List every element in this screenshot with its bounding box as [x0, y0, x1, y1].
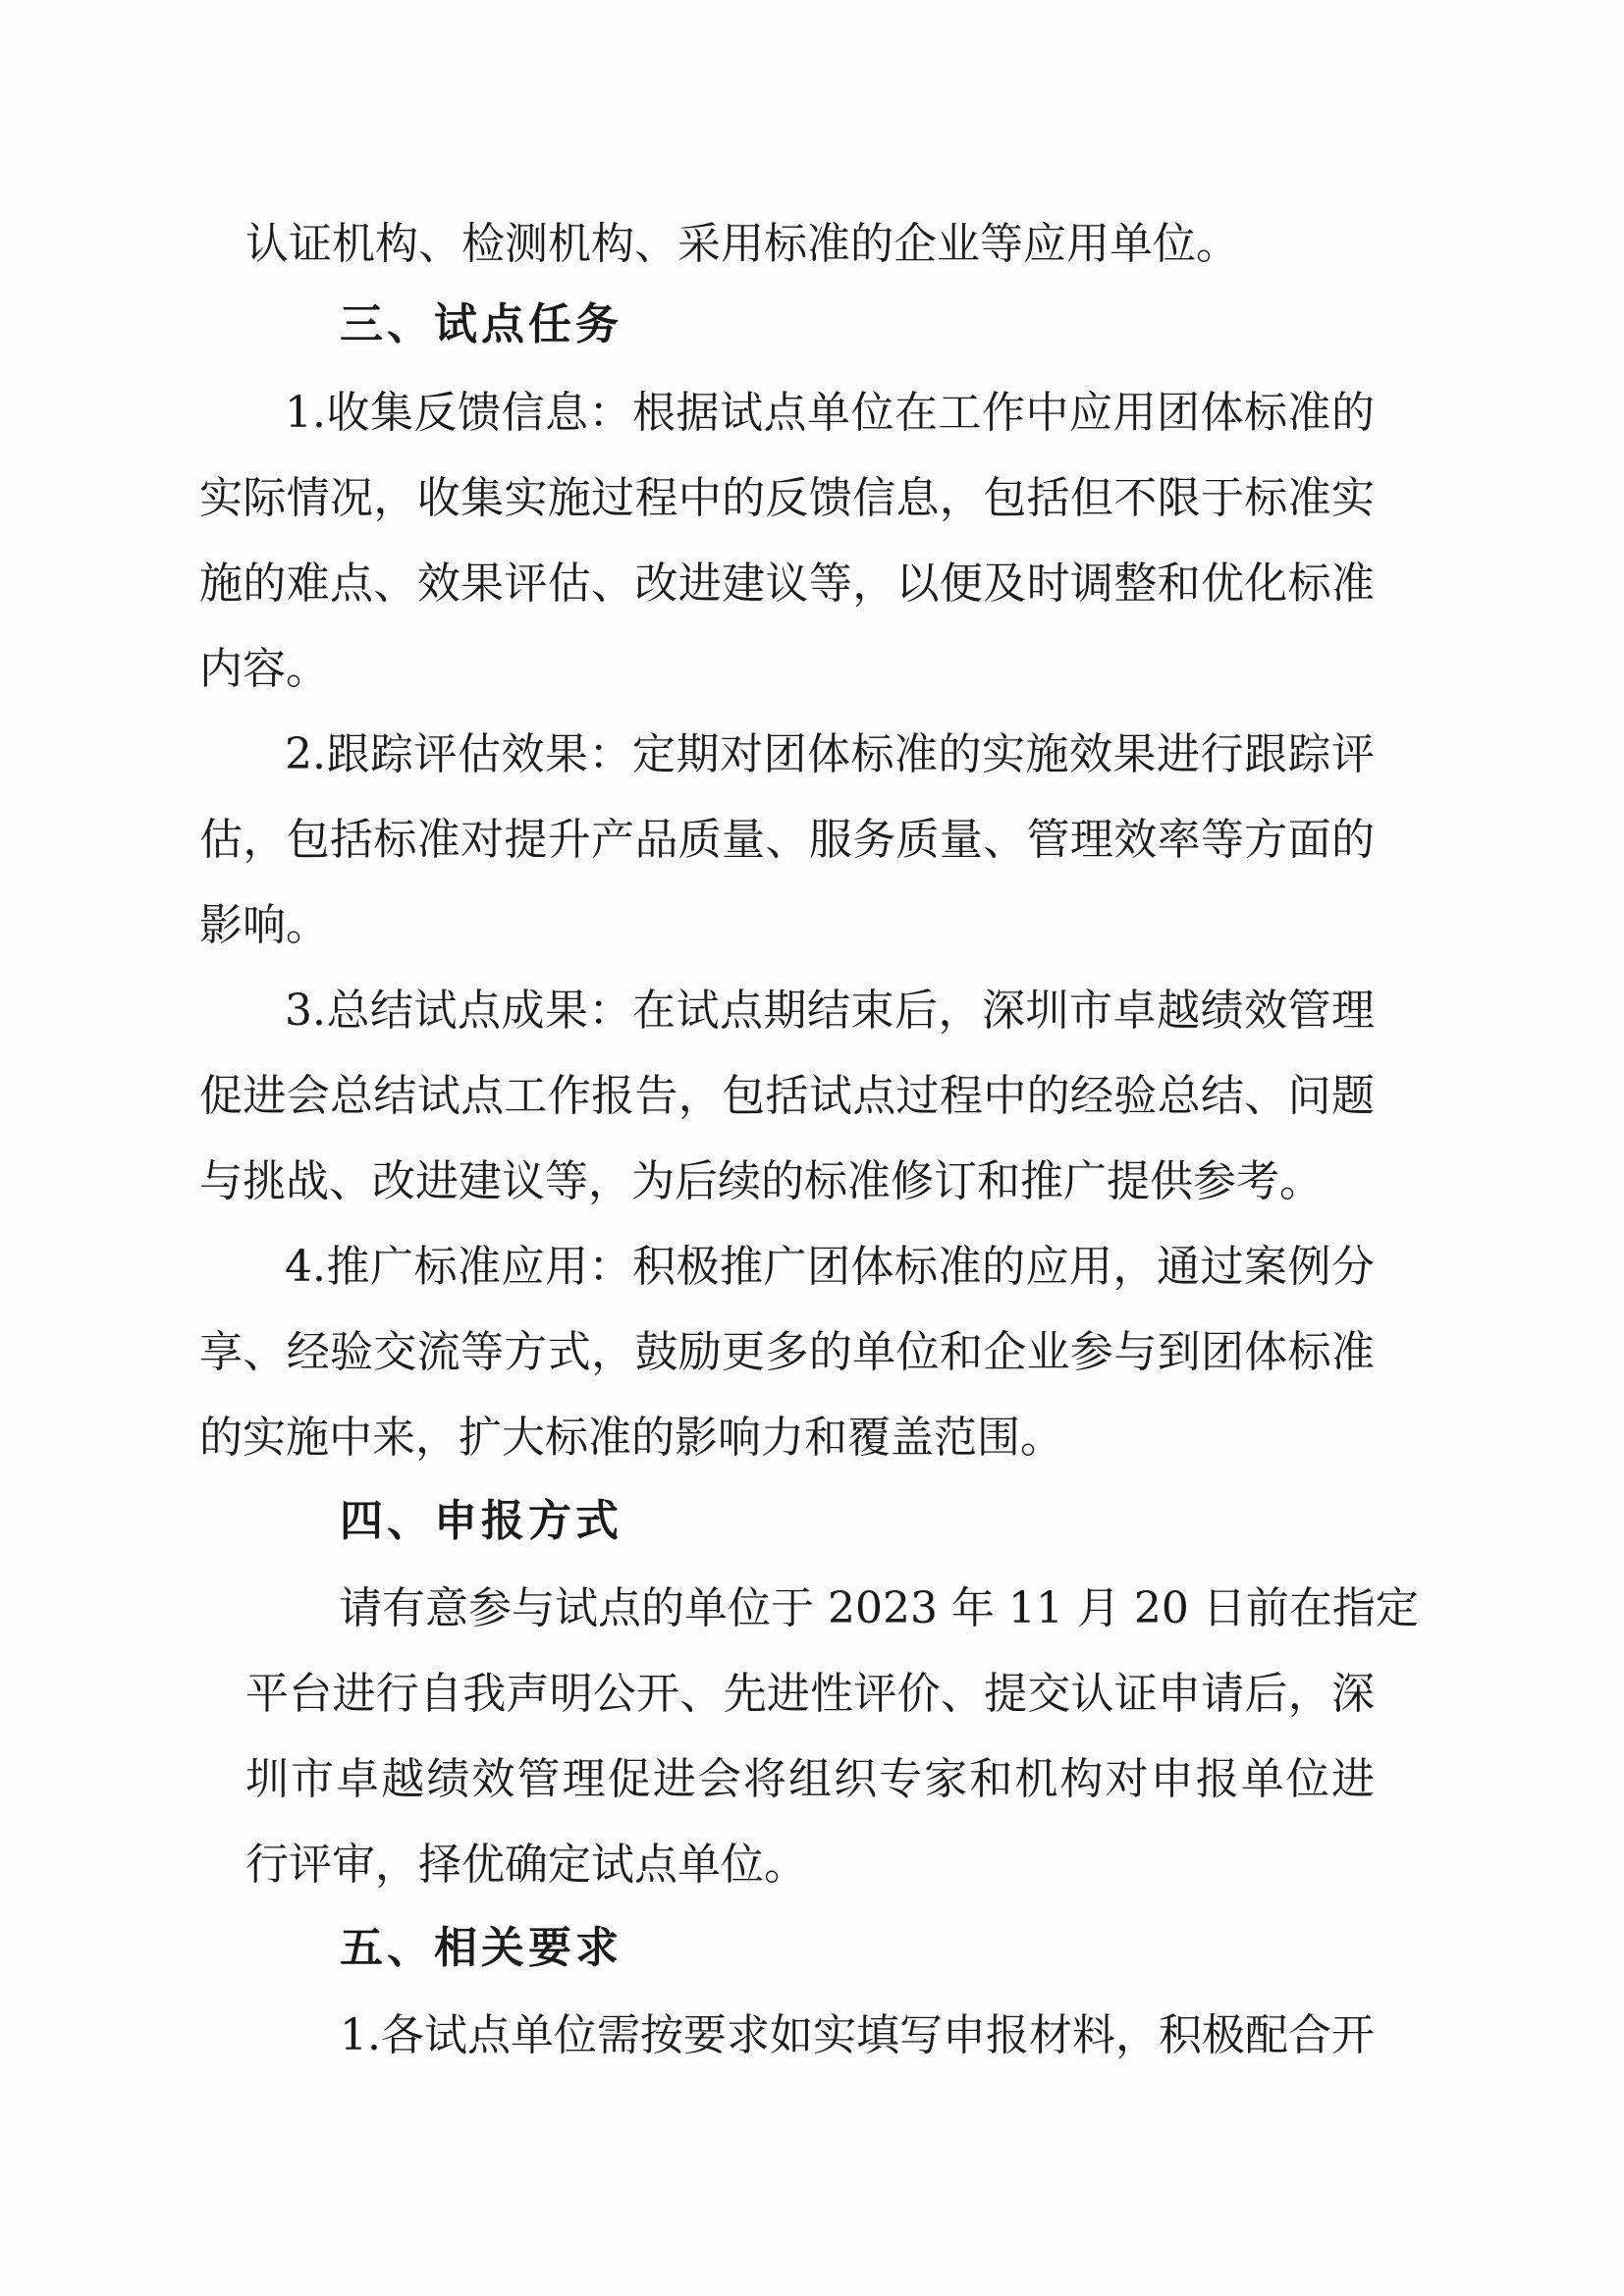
- text-line: 3.总结试点成果：在试点期结束后，深圳市卓越绩效管理: [285, 986, 1375, 1036]
- text-line: 与挑战、改进建议等，为后续的标准修订和推广提供参考。: [199, 1156, 1323, 1206]
- text-line: 平台进行自我声明公开、先进性评价、提交认证申请后，深: [245, 1669, 1375, 1719]
- text-line: 实际情况，收集实施过程中的反馈信息，包括但不限于标准实: [199, 473, 1375, 523]
- text-line: 享、经验交流等方式，鼓励更多的单位和企业参与到团体标准: [199, 1327, 1375, 1377]
- section-heading-requirements: 五、相关要求: [340, 1923, 623, 1973]
- text-line: 促进会总结试点工作报告，包括试点过程中的经验总结、问题: [199, 1071, 1375, 1121]
- text-line: 请有意参与试点的单位于 2023 年 11 月 20 日前在指定: [339, 1583, 1419, 1633]
- text-line: 影响。: [199, 900, 329, 950]
- text-line: 2.跟踪评估效果：定期对团体标准的实施效果进行跟踪评: [285, 729, 1375, 779]
- text-line: 1.各试点单位需按要求如实填写申报材料，积极配合开: [340, 2010, 1375, 2060]
- section-heading-tasks: 三、试点任务: [340, 299, 623, 349]
- text-line: 施的难点、效果评估、改进建议等，以便及时调整和优化标准: [199, 559, 1375, 609]
- text-line: 1.收集反馈信息：根据试点单位在工作中应用团体标准的: [285, 388, 1375, 438]
- text-line: 圳市卓越绩效管理促进会将组织专家和机构对申报单位进: [245, 1754, 1375, 1804]
- text-line: 行评审，择优确定试点单位。: [245, 1840, 807, 1890]
- text-line: 的实施中来，扩大标准的影响力和覆盖范围。: [199, 1413, 1063, 1463]
- text-line: 估，包括标准对提升产品质量、服务质量、管理效率等方面的: [199, 815, 1375, 865]
- text-line: 认证机构、检测机构、采用标准的企业等应用单位。: [245, 219, 1239, 269]
- text-line: 内容。: [199, 644, 329, 694]
- section-heading-application: 四、申报方式: [340, 1496, 623, 1546]
- text-line: 4.推广标准应用：积极推广团体标准的应用，通过案例分: [285, 1242, 1375, 1292]
